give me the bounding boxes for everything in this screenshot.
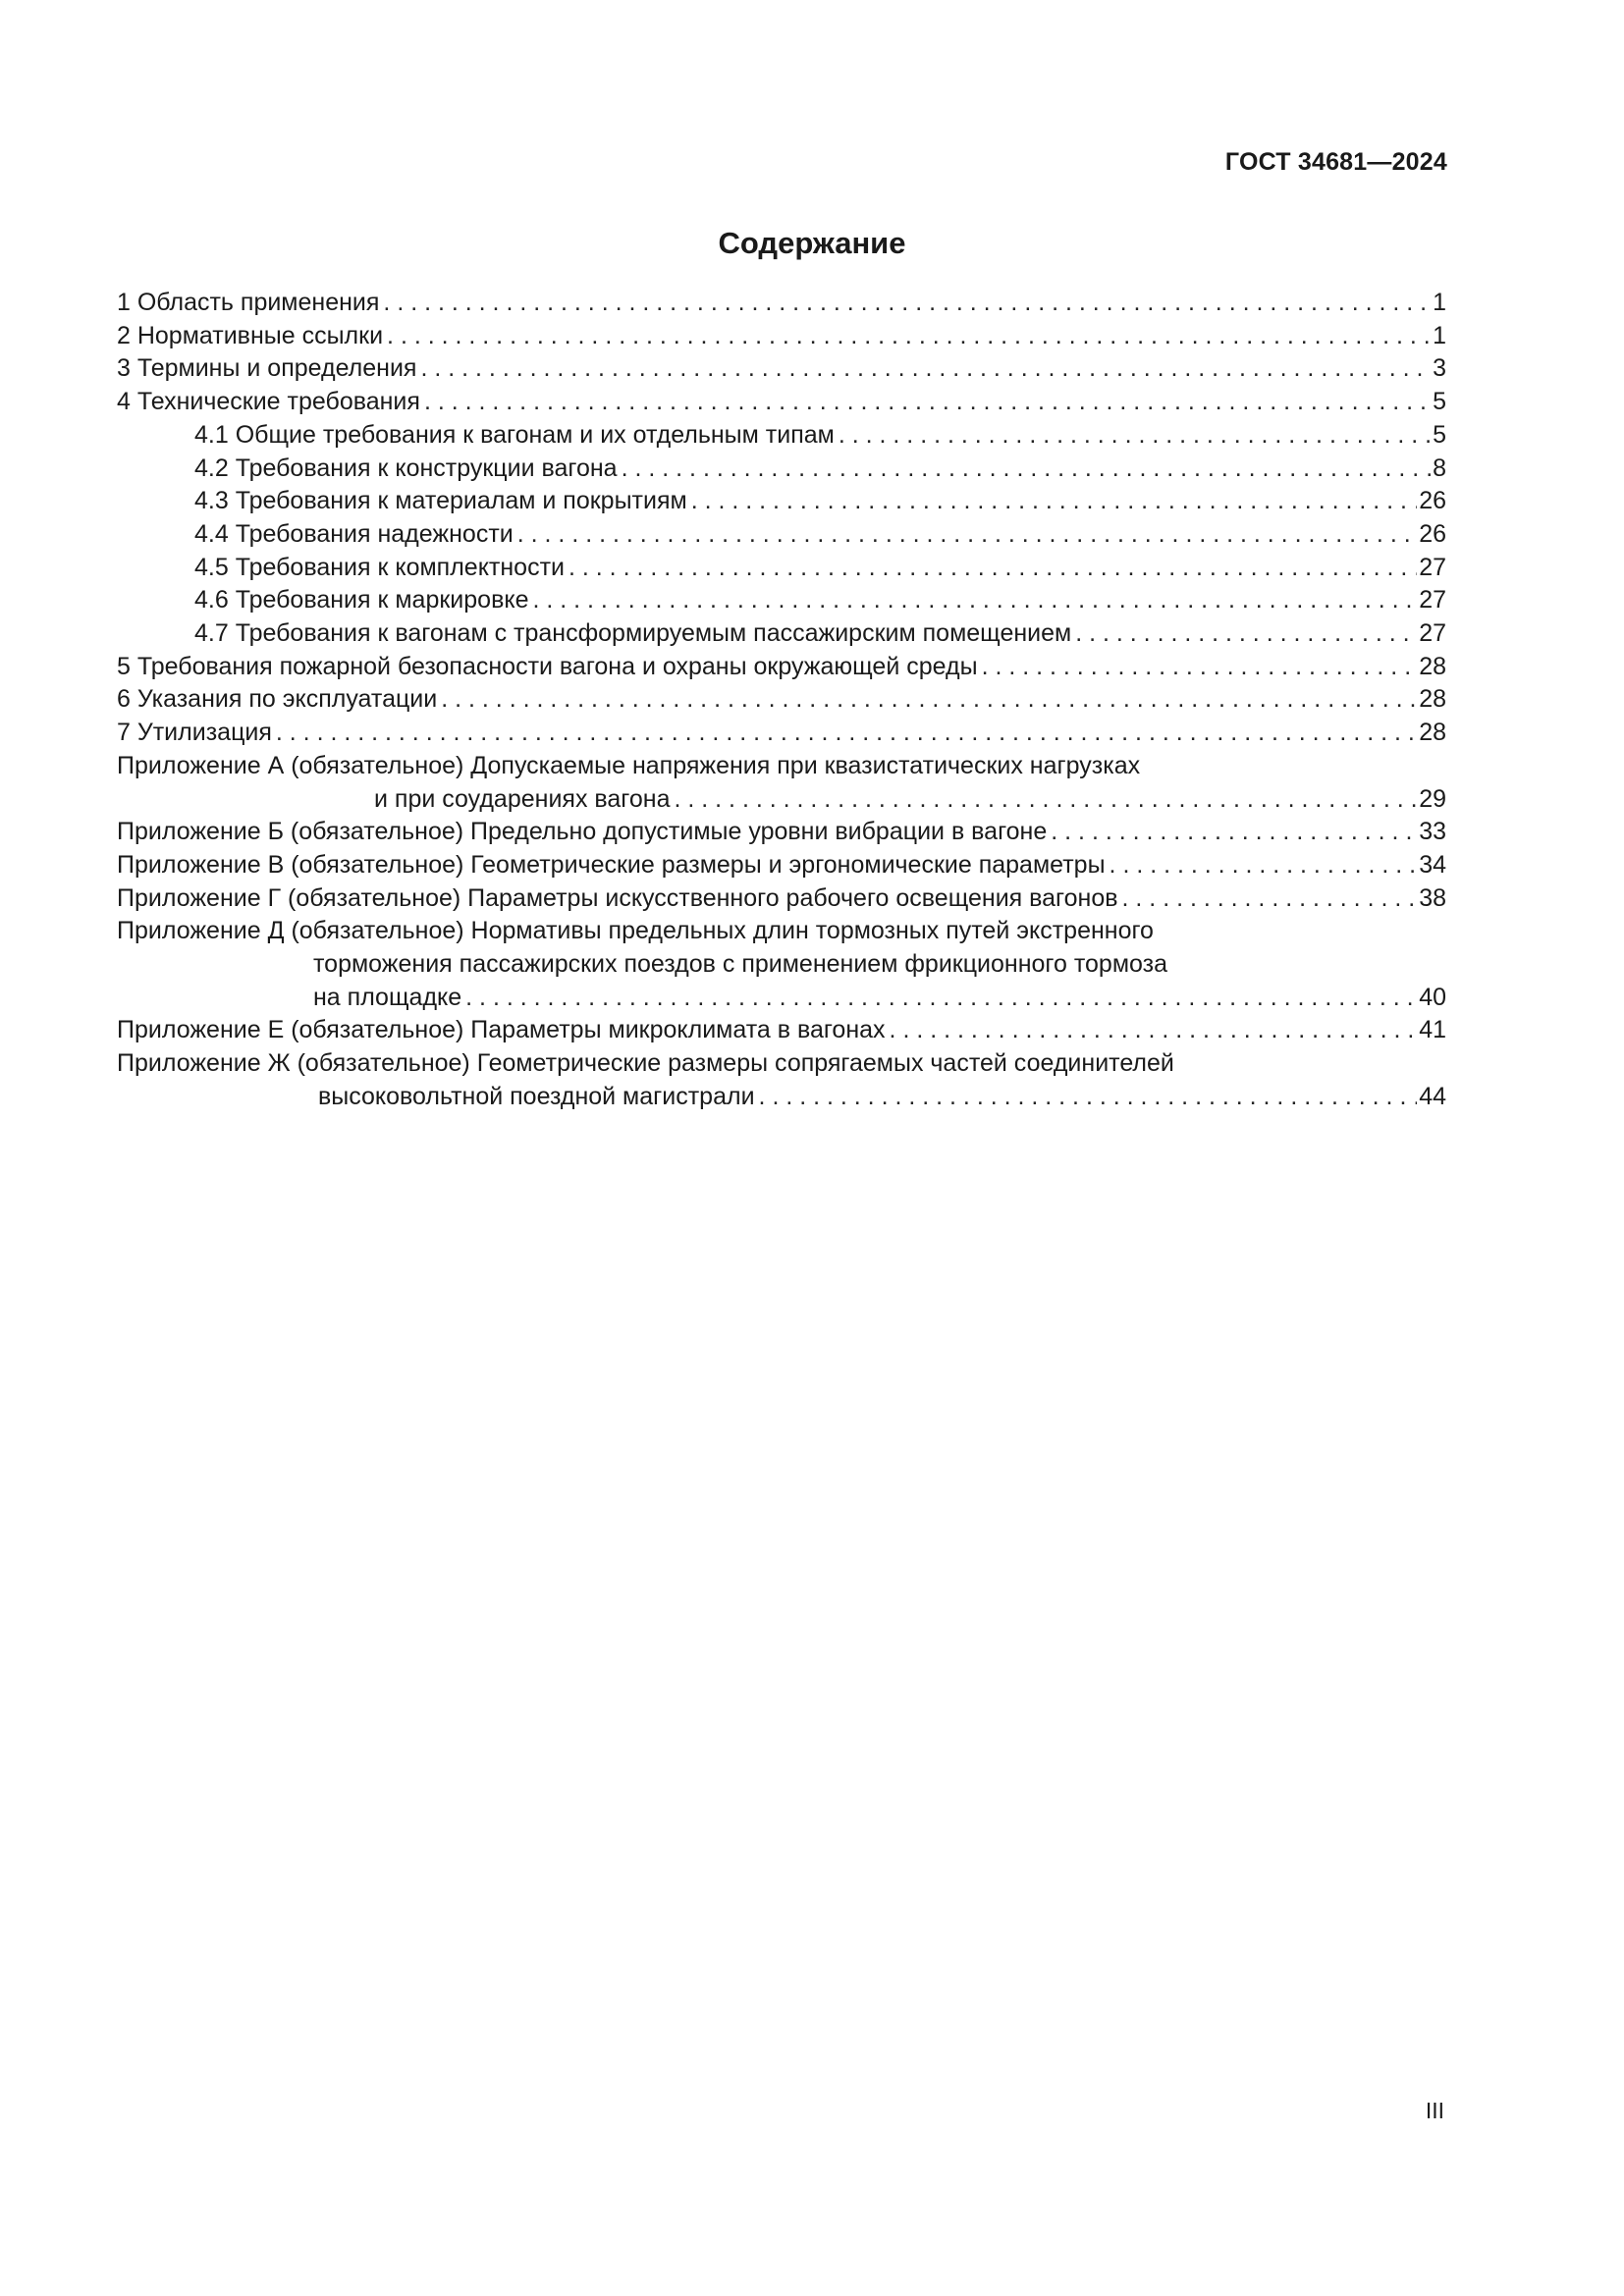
toc-entry-5[interactable]: [117, 651, 1446, 684]
toc-page-number: 33: [1419, 818, 1446, 846]
toc-entry-text: Приложение Б (обязательное) Предельно допустимые уровни вибрации в вагоне: [117, 818, 1048, 846]
toc-page-number: 34: [1419, 850, 1446, 879]
toc-entry-text: Приложение Г (обязательное) Параметры искусственного рабочего освещения вагонов: [117, 883, 1118, 912]
toc-entry-appendix-v[interactable]: [117, 849, 1446, 882]
dot-leader: [420, 352, 1431, 386]
toc-page-number: 26: [1419, 487, 1446, 515]
toc-entry-appendix-d[interactable]: [117, 915, 1446, 1014]
toc-page-number: 5: [1433, 420, 1446, 449]
toc-page-number: 28: [1419, 652, 1446, 680]
toc-entry-4[interactable]: [117, 386, 1446, 419]
dot-leader: [982, 651, 1418, 684]
toc-page-number: 28: [1419, 685, 1446, 714]
dot-leader: [276, 717, 1417, 750]
toc-entry-1[interactable]: [117, 287, 1446, 320]
toc-entry-4-2[interactable]: [117, 453, 1446, 486]
toc-entry-text: 4.6 Требования к маркировке: [194, 586, 529, 614]
toc-entry-text: 1 Область применения: [117, 289, 380, 316]
toc-page-number: 38: [1419, 883, 1446, 912]
toc-page-number: 8: [1433, 454, 1446, 482]
dot-leader: [568, 552, 1417, 585]
dot-leader: [890, 1014, 1418, 1047]
toc-entry-text: 4.2 Требования к конструкции вагона: [194, 454, 618, 482]
toc-entry-text: 2 Нормативные ссылки: [117, 321, 384, 349]
dot-leader: [1051, 816, 1417, 849]
dot-leader: [839, 419, 1431, 453]
dot-leader: [517, 518, 1417, 552]
document-code: ГОСТ 34681—2024: [1224, 148, 1447, 176]
toc-entry-7[interactable]: [117, 717, 1446, 750]
toc-entry-appendix-g[interactable]: [117, 882, 1446, 916]
toc-page-number: 27: [1419, 619, 1446, 648]
dot-leader: [1110, 849, 1418, 882]
toc-page-number: 40: [1419, 983, 1446, 1011]
toc-entry-4-5[interactable]: [117, 552, 1446, 585]
toc-entry-2[interactable]: [117, 320, 1446, 353]
dot-leader: [674, 783, 1417, 817]
toc-title: Содержание: [718, 226, 906, 260]
toc-entry-text: Приложение Е (обязательное) Параметры микроклимата в вагонах: [117, 1016, 886, 1044]
toc-entry-4-4[interactable]: [117, 518, 1446, 552]
toc-entry-text: 4.1 Общие требования к вагонам и их отдельным типам: [194, 420, 835, 449]
toc-page-number: 44: [1419, 1082, 1446, 1110]
toc-entry-text-continued: высоковольтной поездной магистрали: [318, 1082, 755, 1110]
dot-leader: [532, 584, 1417, 617]
dot-leader: [383, 287, 1431, 320]
dot-leader: [759, 1081, 1418, 1114]
dot-leader: [465, 982, 1417, 1015]
dot-leader: [387, 320, 1431, 353]
toc-entry-text-continued: на площадке: [313, 983, 462, 1011]
toc-entry-4-3[interactable]: [117, 485, 1446, 518]
toc-entry-4-7[interactable]: [117, 617, 1446, 651]
toc-entry-text: Приложение Ж (обязательное) Геометрические размеры сопрягаемых частей соединителей: [117, 1049, 1174, 1078]
toc-entry-text: 6 Указания по эксплуатации: [117, 685, 438, 714]
toc-entry-text: 7 Утилизация: [117, 719, 272, 747]
toc-entry-3[interactable]: [117, 352, 1446, 386]
toc-entry-text-continued: торможения пассажирских поездов с применением фрикционного тормоза: [313, 950, 1167, 979]
dot-leader: [1122, 882, 1418, 916]
toc-page-number: 41: [1419, 1016, 1446, 1044]
toc-entry-6[interactable]: [117, 683, 1446, 717]
toc-entry-text: 5 Требования пожарной безопасности вагона и охраны окружающей среды: [117, 652, 978, 680]
toc-entry-text: 4.7 Требования к вагонам с трансформируемым пассажирским помещением: [194, 619, 1072, 648]
toc-entry-4-1[interactable]: [117, 419, 1446, 453]
dot-leader: [691, 485, 1418, 518]
dot-leader: [622, 453, 1432, 486]
toc-entry-appendix-a[interactable]: [117, 750, 1446, 816]
toc-page-number: 27: [1419, 586, 1446, 614]
toc-entry-text: Приложение А (обязательное) Допускаемые напряжения при квазистатических нагрузках: [117, 751, 1141, 779]
toc-entry-appendix-zh[interactable]: [117, 1047, 1446, 1113]
toc-entry-appendix-e[interactable]: [117, 1014, 1446, 1047]
toc-entry-text: 4 Технические требования: [117, 388, 420, 416]
toc-entry-text: 4.5 Требования к комплектности: [194, 553, 565, 581]
toc-page-number: 5: [1433, 388, 1446, 416]
toc-entry-text-continued: и при соударениях вагона: [374, 784, 671, 813]
toc-page-number: 1: [1433, 321, 1446, 349]
toc-entry-text: 4.4 Требования надежности: [194, 519, 514, 548]
toc-entry-text: 3 Термины и определения: [117, 354, 417, 383]
table-of-contents: [117, 287, 1446, 1114]
toc-entry-text: Приложение В (обязательное) Геометрические размеры и эргономические параметры: [117, 850, 1106, 879]
toc-page-number: 3: [1433, 354, 1446, 383]
dot-leader: [424, 386, 1431, 419]
toc-page-number: 27: [1419, 553, 1446, 581]
page-number: III: [1425, 2098, 1444, 2123]
dot-leader: [1075, 617, 1417, 651]
toc-entry-appendix-b[interactable]: [117, 816, 1446, 849]
toc-entry-4-6[interactable]: [117, 584, 1446, 617]
dot-leader: [441, 683, 1417, 717]
toc-page-number: 26: [1419, 519, 1446, 548]
toc-page-number: 28: [1419, 719, 1446, 747]
toc-entry-text: Приложение Д (обязательное) Нормативы предельных длин тормозных путей экстренного: [117, 917, 1154, 945]
toc-page-number: 1: [1433, 289, 1446, 316]
toc-entry-text: 4.3 Требования к материалам и покрытиям: [194, 487, 687, 515]
toc-page-number: 29: [1419, 784, 1446, 813]
